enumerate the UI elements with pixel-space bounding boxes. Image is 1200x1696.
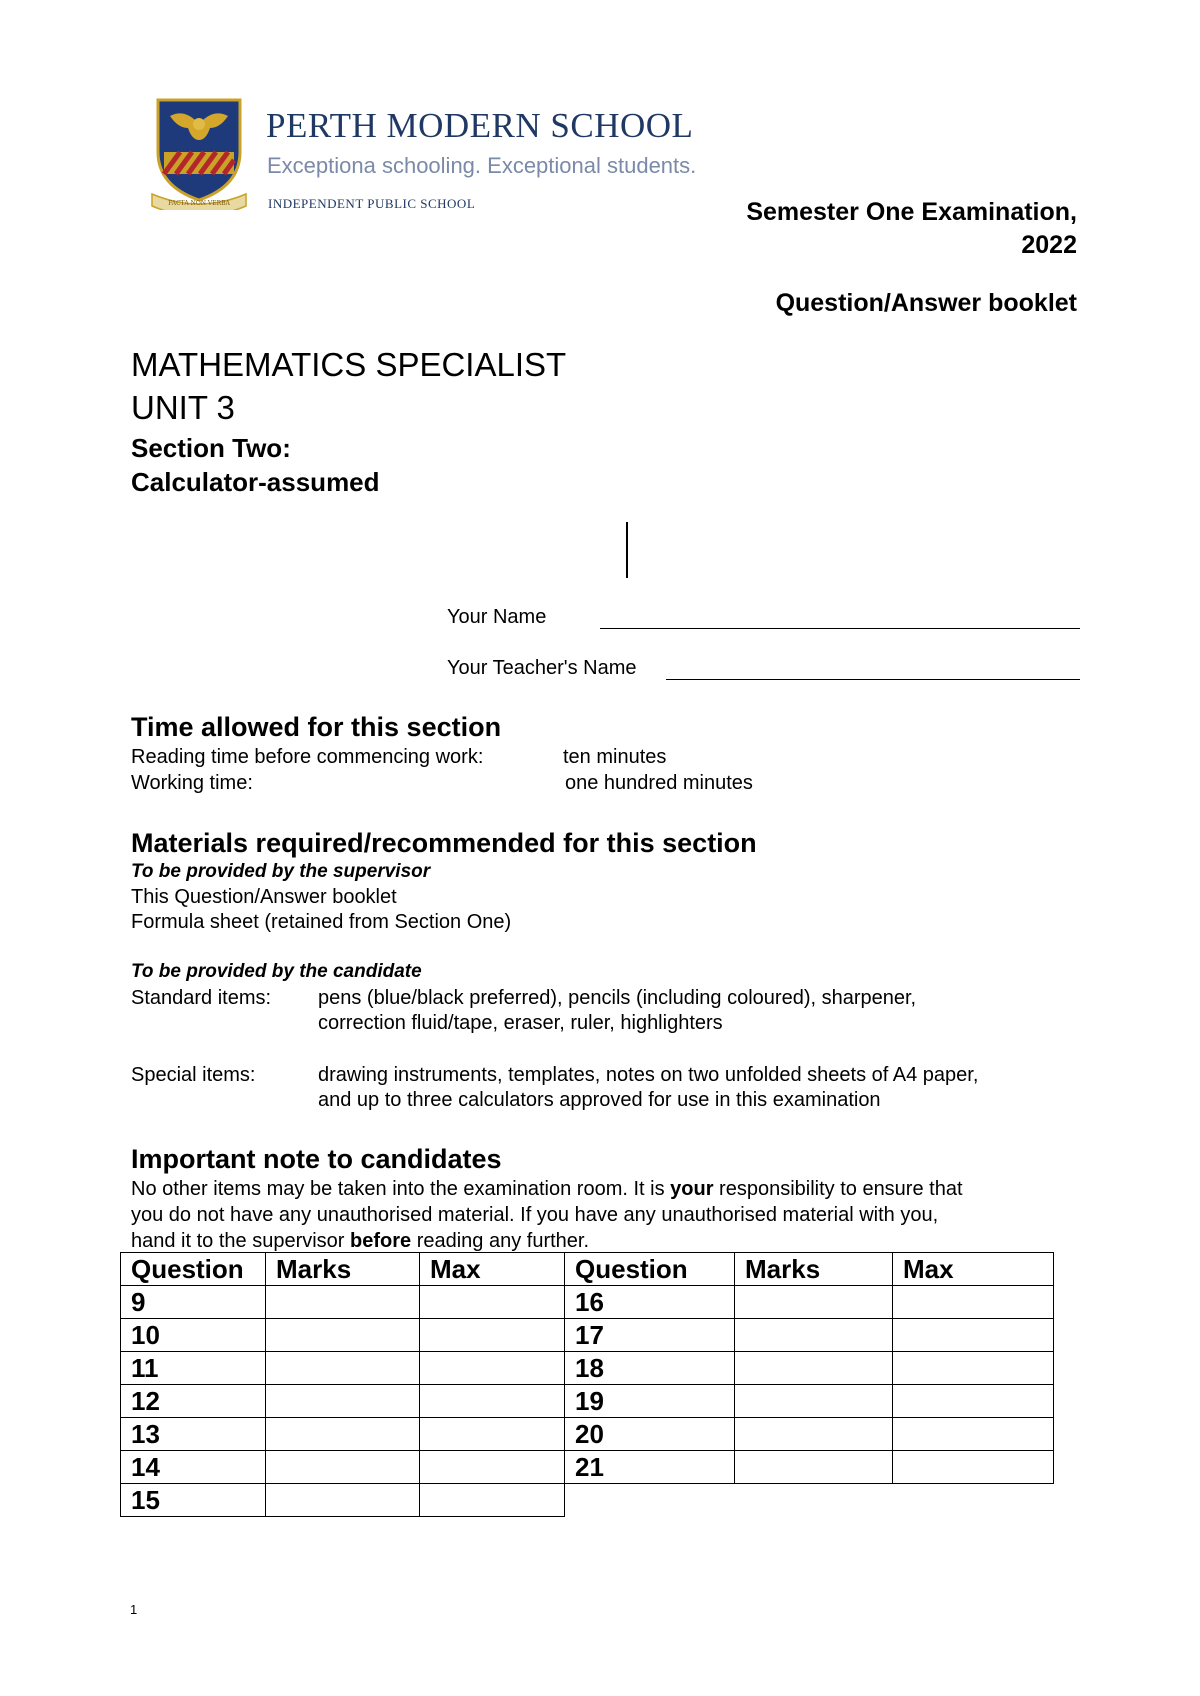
standard-items-line: correction fluid/tape, eraser, ruler, highlighters <box>318 1012 723 1034</box>
question-number: 12 <box>121 1385 266 1418</box>
table-row <box>121 1451 1054 1484</box>
unit-title: UNIT 3 <box>131 389 235 426</box>
max-cell <box>893 1451 1054 1484</box>
reading-time-label: Reading time before commencing work: <box>131 746 484 768</box>
text-cursor <box>626 522 628 578</box>
max-cell <box>893 1286 1054 1319</box>
note-line-2: you do not have any unauthorised material. If you have any unauthorised material with you, <box>131 1204 939 1226</box>
table-row <box>121 1352 1054 1385</box>
booklet-type: Question/Answer booklet <box>775 289 1077 317</box>
question-number: 9 <box>121 1286 266 1319</box>
teacher-name-label: Your Teacher's Name <box>447 657 637 679</box>
school-crest-logo <box>150 94 248 210</box>
note-heading: Important note to candidates <box>131 1144 502 1174</box>
marks-cell[interactable] <box>266 1286 420 1319</box>
name-label: Your Name <box>447 606 547 628</box>
max-cell <box>893 1319 1054 1352</box>
special-items-label: Special items: <box>131 1064 256 1086</box>
special-items-line: and up to three calculators approved for use in this examination <box>318 1089 881 1111</box>
marks-cell[interactable] <box>735 1385 893 1418</box>
note-line-3: hand it to the supervisor before reading any further. <box>131 1230 590 1252</box>
max-cell <box>893 1385 1054 1418</box>
question-number: 21 <box>565 1451 735 1484</box>
header-max: Max <box>420 1253 565 1286</box>
section-title: Section Two: <box>131 433 291 463</box>
candidate-heading: To be provided by the candidate <box>131 961 422 982</box>
table-row <box>121 1286 1054 1319</box>
max-cell <box>893 1352 1054 1385</box>
header-question: Question <box>565 1253 735 1286</box>
table-row <box>121 1385 1054 1418</box>
header-question: Question <box>121 1253 266 1286</box>
materials-heading: Materials required/recommended for this section <box>131 828 757 858</box>
special-items-line: drawing instruments, templates, notes on two unfolded sheets of A4 paper, <box>318 1064 979 1086</box>
max-cell <box>420 1484 565 1517</box>
school-tagline: Exceptiona schooling. Exceptional students. <box>267 153 697 178</box>
table-header-row <box>121 1253 1054 1286</box>
exam-title-line1: Semester One Examination, <box>746 198 1077 226</box>
marks-table <box>120 1252 1054 1517</box>
table-row <box>121 1319 1054 1352</box>
marks-cell[interactable] <box>266 1484 420 1517</box>
marks-cell[interactable] <box>266 1385 420 1418</box>
header-marks: Marks <box>735 1253 893 1286</box>
question-number: 10 <box>121 1319 266 1352</box>
supervisor-item: Formula sheet (retained from Section One) <box>131 911 512 933</box>
max-cell <box>420 1385 565 1418</box>
time-heading: Time allowed for this section <box>131 712 502 742</box>
marks-cell[interactable] <box>735 1352 893 1385</box>
marks-cell[interactable] <box>266 1319 420 1352</box>
subject-title: MATHEMATICS SPECIALIST <box>131 346 567 383</box>
exam-year: 2022 <box>1021 231 1077 259</box>
question-number: 18 <box>565 1352 735 1385</box>
marks-cell[interactable] <box>266 1451 420 1484</box>
crest-motto: FACTA NON VERBA <box>168 200 230 207</box>
question-number: 20 <box>565 1418 735 1451</box>
max-cell <box>420 1451 565 1484</box>
working-time-label: Working time: <box>131 772 253 794</box>
supervisor-item: This Question/Answer booklet <box>131 886 397 908</box>
question-number: 13 <box>121 1418 266 1451</box>
section-mode: Calculator-assumed <box>131 467 380 497</box>
question-number: 16 <box>565 1286 735 1319</box>
question-number: 14 <box>121 1451 266 1484</box>
standard-items-label: Standard items: <box>131 987 272 1009</box>
marks-cell[interactable] <box>735 1451 893 1484</box>
question-number: 15 <box>121 1484 266 1517</box>
name-field[interactable] <box>600 628 1080 629</box>
note-line-1: No other items may be taken into the examination room. It is your responsibility to ensure that <box>131 1178 963 1200</box>
question-number: 19 <box>565 1385 735 1418</box>
max-cell <box>420 1418 565 1451</box>
header-max: Max <box>893 1253 1054 1286</box>
max-cell <box>420 1286 565 1319</box>
marks-cell[interactable] <box>266 1352 420 1385</box>
working-time-value: one hundred minutes <box>565 772 753 794</box>
header-marks: Marks <box>266 1253 420 1286</box>
marks-cell[interactable] <box>266 1418 420 1451</box>
max-cell <box>420 1352 565 1385</box>
table-row <box>121 1484 1054 1517</box>
max-cell <box>420 1319 565 1352</box>
teacher-name-field[interactable] <box>666 679 1080 680</box>
marks-cell[interactable] <box>735 1418 893 1451</box>
question-number: 11 <box>121 1352 266 1385</box>
reading-time-value: ten minutes <box>563 746 667 768</box>
question-number: 17 <box>565 1319 735 1352</box>
school-subtitle: INDEPENDENT PUBLIC SCHOOL <box>268 196 476 211</box>
max-cell <box>893 1418 1054 1451</box>
school-name: PERTH MODERN SCHOOL <box>266 106 694 145</box>
marks-cell[interactable] <box>735 1286 893 1319</box>
standard-items-line: pens (blue/black preferred), pencils (including coloured), sharpener, <box>318 987 917 1009</box>
page-number: 1 <box>130 1602 138 1617</box>
table-row <box>121 1418 1054 1451</box>
marks-cell[interactable] <box>735 1319 893 1352</box>
supervisor-heading: To be provided by the supervisor <box>131 861 431 882</box>
